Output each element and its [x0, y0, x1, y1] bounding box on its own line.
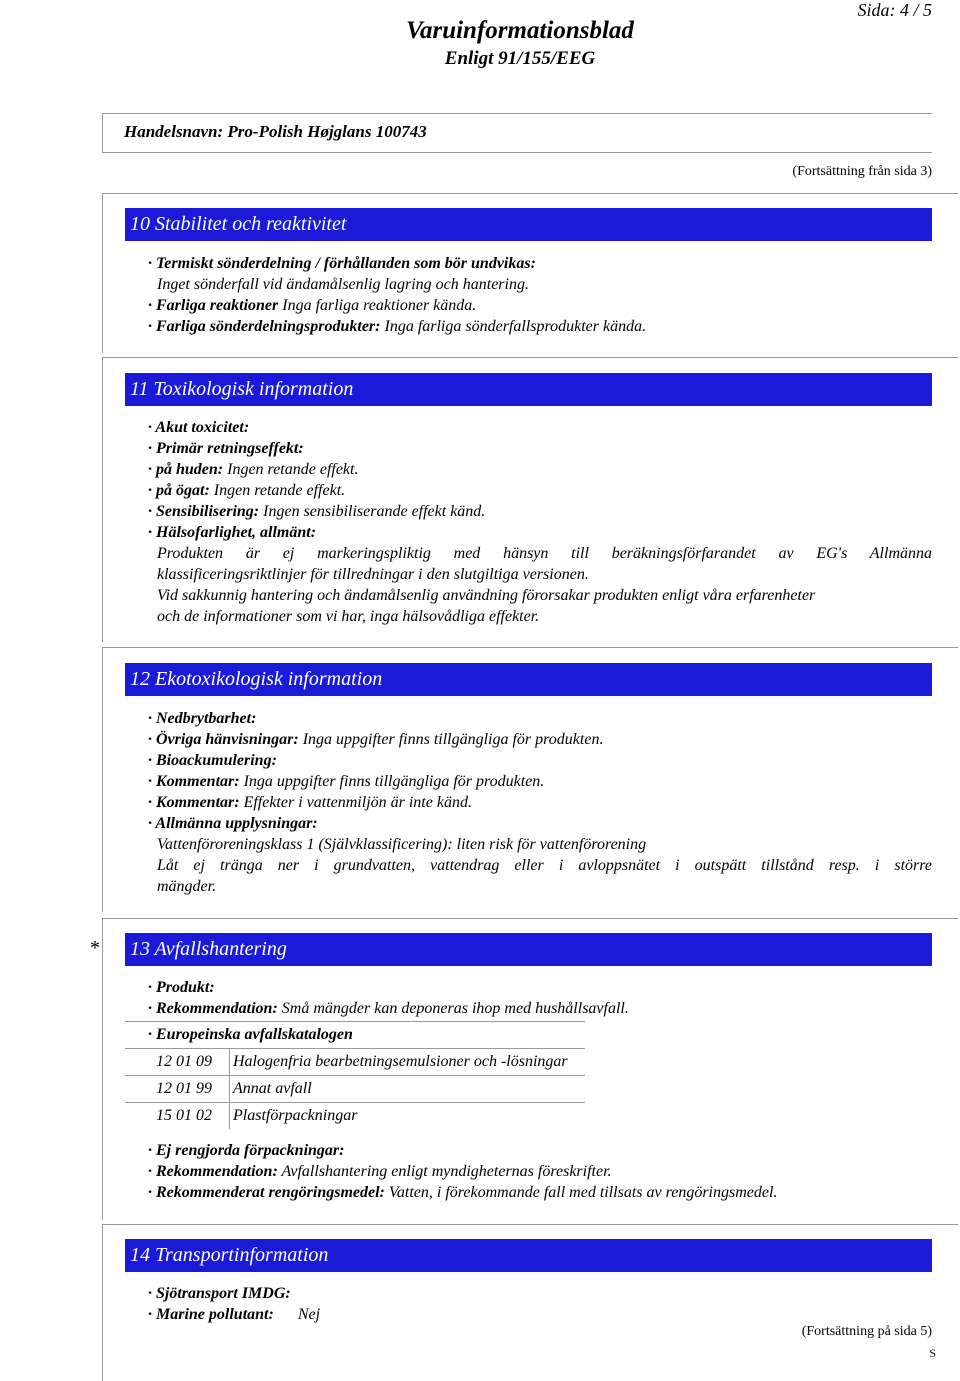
table-row — [125, 1076, 585, 1103]
s12-line-4: · Kommentar: Inga uppgifter finns tillgängliga för produkten. — [148, 773, 545, 790]
s11-line-1: · Akut toxicitet: — [148, 419, 250, 436]
s13-line-4: · Rekommendation: Avfallshantering enligt myndigheternas föreskrifter. — [148, 1163, 612, 1180]
s11-line-3: · på huden: Ingen retande effekt. — [148, 461, 359, 478]
waste-description: Halogenfria bearbetningsemulsioner och -lösningar — [230, 1049, 586, 1076]
waste-code: 12 01 99 — [125, 1076, 230, 1103]
s11-paragraph-2b: och de informationer som vi har, inga hälsovådliga effekter. — [157, 608, 540, 625]
revision-star: * — [90, 937, 100, 959]
s12-line-2: · Övriga hänvisningar: Inga uppgifter finns tillgängliga för produkten. — [148, 731, 604, 748]
waste-code: 12 01 09 — [125, 1049, 230, 1076]
s12-paragraph-1: Vattenföroreningsklass 1 (Självklassificering): liten risk för vattenförorening — [157, 836, 647, 853]
s12-line-5: · Kommentar: Effekter i vattenmiljön är inte känd. — [148, 794, 472, 811]
s12-paragraph-2b: mängder. — [157, 878, 217, 895]
s12-line-3: · Bioackumulering: — [148, 752, 277, 769]
table-header-row — [125, 1022, 585, 1049]
s14-line-2: · Marine pollutant: Nej — [148, 1306, 321, 1323]
page-number: Sida: 4 / 5 — [857, 0, 932, 20]
section-11-heading: 11 Toxikologisk information — [125, 373, 932, 406]
s12-paragraph-2a: Låt ej tränga ner i grundvatten, vattendrag eller i avloppsnätet i outspätt tillstånd resp. i större — [157, 857, 932, 874]
s11-paragraph-1b: klassificeringsriktlinjer för tillredningar i den slutgiltiga versionen. — [157, 566, 589, 583]
footer-mark: S — [929, 1346, 936, 1360]
waste-description: Plastförpackningar — [230, 1103, 586, 1130]
section-13-heading: 13 Avfallshantering — [125, 933, 932, 966]
waste-description: Annat avfall — [230, 1076, 586, 1103]
s13-line-1: · Produkt: — [148, 979, 215, 996]
s10-line-1: · Termiskt sönderdelning / förhållanden som bör undvikas: — [148, 255, 536, 272]
s12-line-6: · Allmänna upplysningar: — [148, 815, 318, 832]
section-12-heading: 12 Ekotoxikologisk information — [125, 663, 932, 696]
s13-line-2: · Rekommendation: Små mängder kan deponeras ihop med hushållsavfall. — [148, 1000, 629, 1017]
s11-paragraph-2a: Vid sakkunnig hantering och ändamålsenlig användning förorsakar produkten enligt våra erfarenheter — [157, 587, 816, 604]
waste-catalogue-heading: · Europeinska avfallskatalogen — [125, 1022, 585, 1049]
s11-line-2: · Primär retningseffekt: — [148, 440, 304, 457]
s10-line-3: · Farliga reaktioner Inga farliga reaktioner kända. — [148, 297, 477, 314]
document-title: Varuinformationsblad — [406, 17, 634, 44]
trade-name: Handelsnavn: Pro-Polish Højglans 100743 — [124, 122, 427, 141]
section-10-heading: 10 Stabilitet och reaktivitet — [125, 208, 932, 241]
section-14-heading: 14 Transportinformation — [125, 1239, 932, 1272]
document-subtitle: Enligt 91/155/EEG — [444, 48, 596, 69]
s14-line-1: · Sjötransport IMDG: — [148, 1285, 291, 1302]
table-row — [125, 1049, 585, 1076]
table-row — [125, 1103, 585, 1130]
s11-line-5: · Sensibilisering: Ingen sensibiliserande effekt känd. — [148, 503, 486, 520]
s11-line-6: · Hälsofarlighet, allmänt: — [148, 524, 317, 541]
s12-line-1: · Nedbrytbarhet: — [148, 710, 257, 727]
s10-line-2: Inget sönderfall vid ändamålsenlig lagring och hantering. — [157, 276, 529, 293]
s13-line-3: · Ej rengjorda förpackningar: — [148, 1142, 345, 1159]
waste-catalogue-table — [125, 1021, 585, 1129]
s10-line-4: · Farliga sönderdelningsprodukter: Inga farliga sönderfallsprodukter kända. — [148, 318, 647, 335]
s13-line-5: · Rekommenderat rengöringsmedel: Vatten, i förekommande fall med tillsats av rengöringsmedel. — [148, 1184, 778, 1201]
waste-code: 15 01 02 — [125, 1103, 230, 1130]
s11-line-4: · på ögat: Ingen retande effekt. — [148, 482, 346, 499]
continued-from-note: (Fortsättning från sida 3) — [792, 164, 932, 179]
s11-paragraph-1a: Produkten är ej markeringspliktig med hänsyn till beräkningsförfarandet av EG's Allmänna — [157, 545, 932, 562]
continued-on-note: (Fortsättning på sida 5) — [801, 1324, 932, 1339]
